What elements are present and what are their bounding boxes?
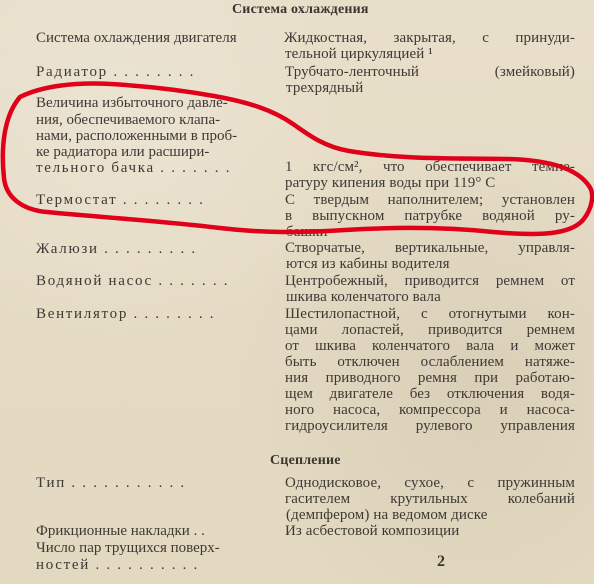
- valve-pressure-label-line-2: ния, обеспечиваемого клапа-: [36, 112, 221, 128]
- clutch-type-label: Тип . . . . . . . . . . .: [36, 475, 186, 491]
- water-pump-label: Водяной насос . . . . . . .: [36, 273, 230, 289]
- friction-pairs-label-line-1: Число пар трущихся поверх-: [36, 540, 220, 556]
- friction-pairs-label-line-2: ностей . . . . . . . . . .: [36, 557, 199, 573]
- water-pump-value-line-2: шкива коленчатого вала: [286, 289, 441, 305]
- shutters-value-line-1: Створчатые, вертикальные, управля-: [285, 241, 575, 256]
- fan-value-line-5: ния приводного ремня при работаю-: [285, 371, 575, 386]
- valve-pressure-label-line-5: тельного бачка . . . . . . .: [36, 160, 232, 176]
- thermostat-value-line-3: башки: [286, 224, 328, 240]
- fan-value-line-7: ного насоса, компрессора и насоса-: [285, 403, 575, 418]
- shutters-value-line-2: ются из кабины водителя: [286, 256, 450, 272]
- fan-value-line-2: цами лопастей, приводится ремнем: [285, 323, 575, 338]
- valve-pressure-value-line-1: 1 кгс/см², что обеспечивает темпе-: [285, 160, 575, 175]
- thermostat-value-line-1: С твердым наполнителем; установлен: [285, 193, 575, 208]
- fan-value-line-8: гидроусилителя рулевого управления: [285, 419, 575, 434]
- engine-cooling-system-value-line-1: Жидкостная, закрытая, с принуди-: [284, 31, 575, 46]
- valve-pressure-label-line-3: нами, расположенными в проб-: [36, 128, 238, 144]
- water-pump-value-line-1: Центробежный, приводится ремнем от: [285, 274, 575, 289]
- fan-value-line-1: Шестилопастной, с отогнутыми кон-: [285, 307, 575, 322]
- radiator-value-line-1: Трубчато-ленточный (змейковый): [285, 65, 575, 80]
- clutch-type-value-line-1: Однодисковое, сухое, с пружинным: [285, 476, 575, 491]
- thermostat-label: Термостат . . . . . . . .: [36, 192, 205, 208]
- friction-linings-value: Из асбестовой композиции: [285, 523, 460, 539]
- clutch-type-value-line-2: гасителем крутильных колебаний: [285, 492, 575, 507]
- fan-value-line-6: щем двигателе без отключения водя-: [285, 387, 575, 402]
- engine-cooling-system-value-line-2: тельной циркуляцией ¹: [285, 46, 433, 62]
- radiator-label: Радиатор . . . . . . . .: [36, 64, 196, 80]
- fan-value-line-3: от шкива коленчатого вала и может: [285, 339, 575, 354]
- thermostat-value-line-2: в выпускном патрубке водяной ру-: [285, 209, 575, 224]
- valve-pressure-value-line-2: ратуру кипения воды при 119° С: [285, 175, 496, 191]
- section-heading-clutch: Сцепление: [270, 453, 341, 468]
- shutters-label: Жалюзи . . . . . . . . .: [36, 241, 197, 257]
- clutch-type-value-line-3: (демпфером) на ведомом диске: [286, 507, 488, 523]
- section-heading-cooling: Система охлаждения: [232, 2, 369, 17]
- valve-pressure-label-line-4: ке радиатора или расшири-: [36, 144, 210, 160]
- valve-pressure-label-line-1: Величина избыточного давле-: [36, 95, 228, 111]
- friction-linings-label: Фрикционные накладки . .: [36, 523, 205, 539]
- fan-label: Вентилятор . . . . . . . .: [36, 306, 216, 322]
- radiator-value-line-2: трехрядный: [286, 80, 364, 96]
- fan-value-line-4: быть отключен ослаблением натяже-: [285, 355, 575, 370]
- friction-pairs-value: 2: [437, 553, 445, 570]
- engine-cooling-system-label: Система охлаждения двигателя: [36, 30, 237, 46]
